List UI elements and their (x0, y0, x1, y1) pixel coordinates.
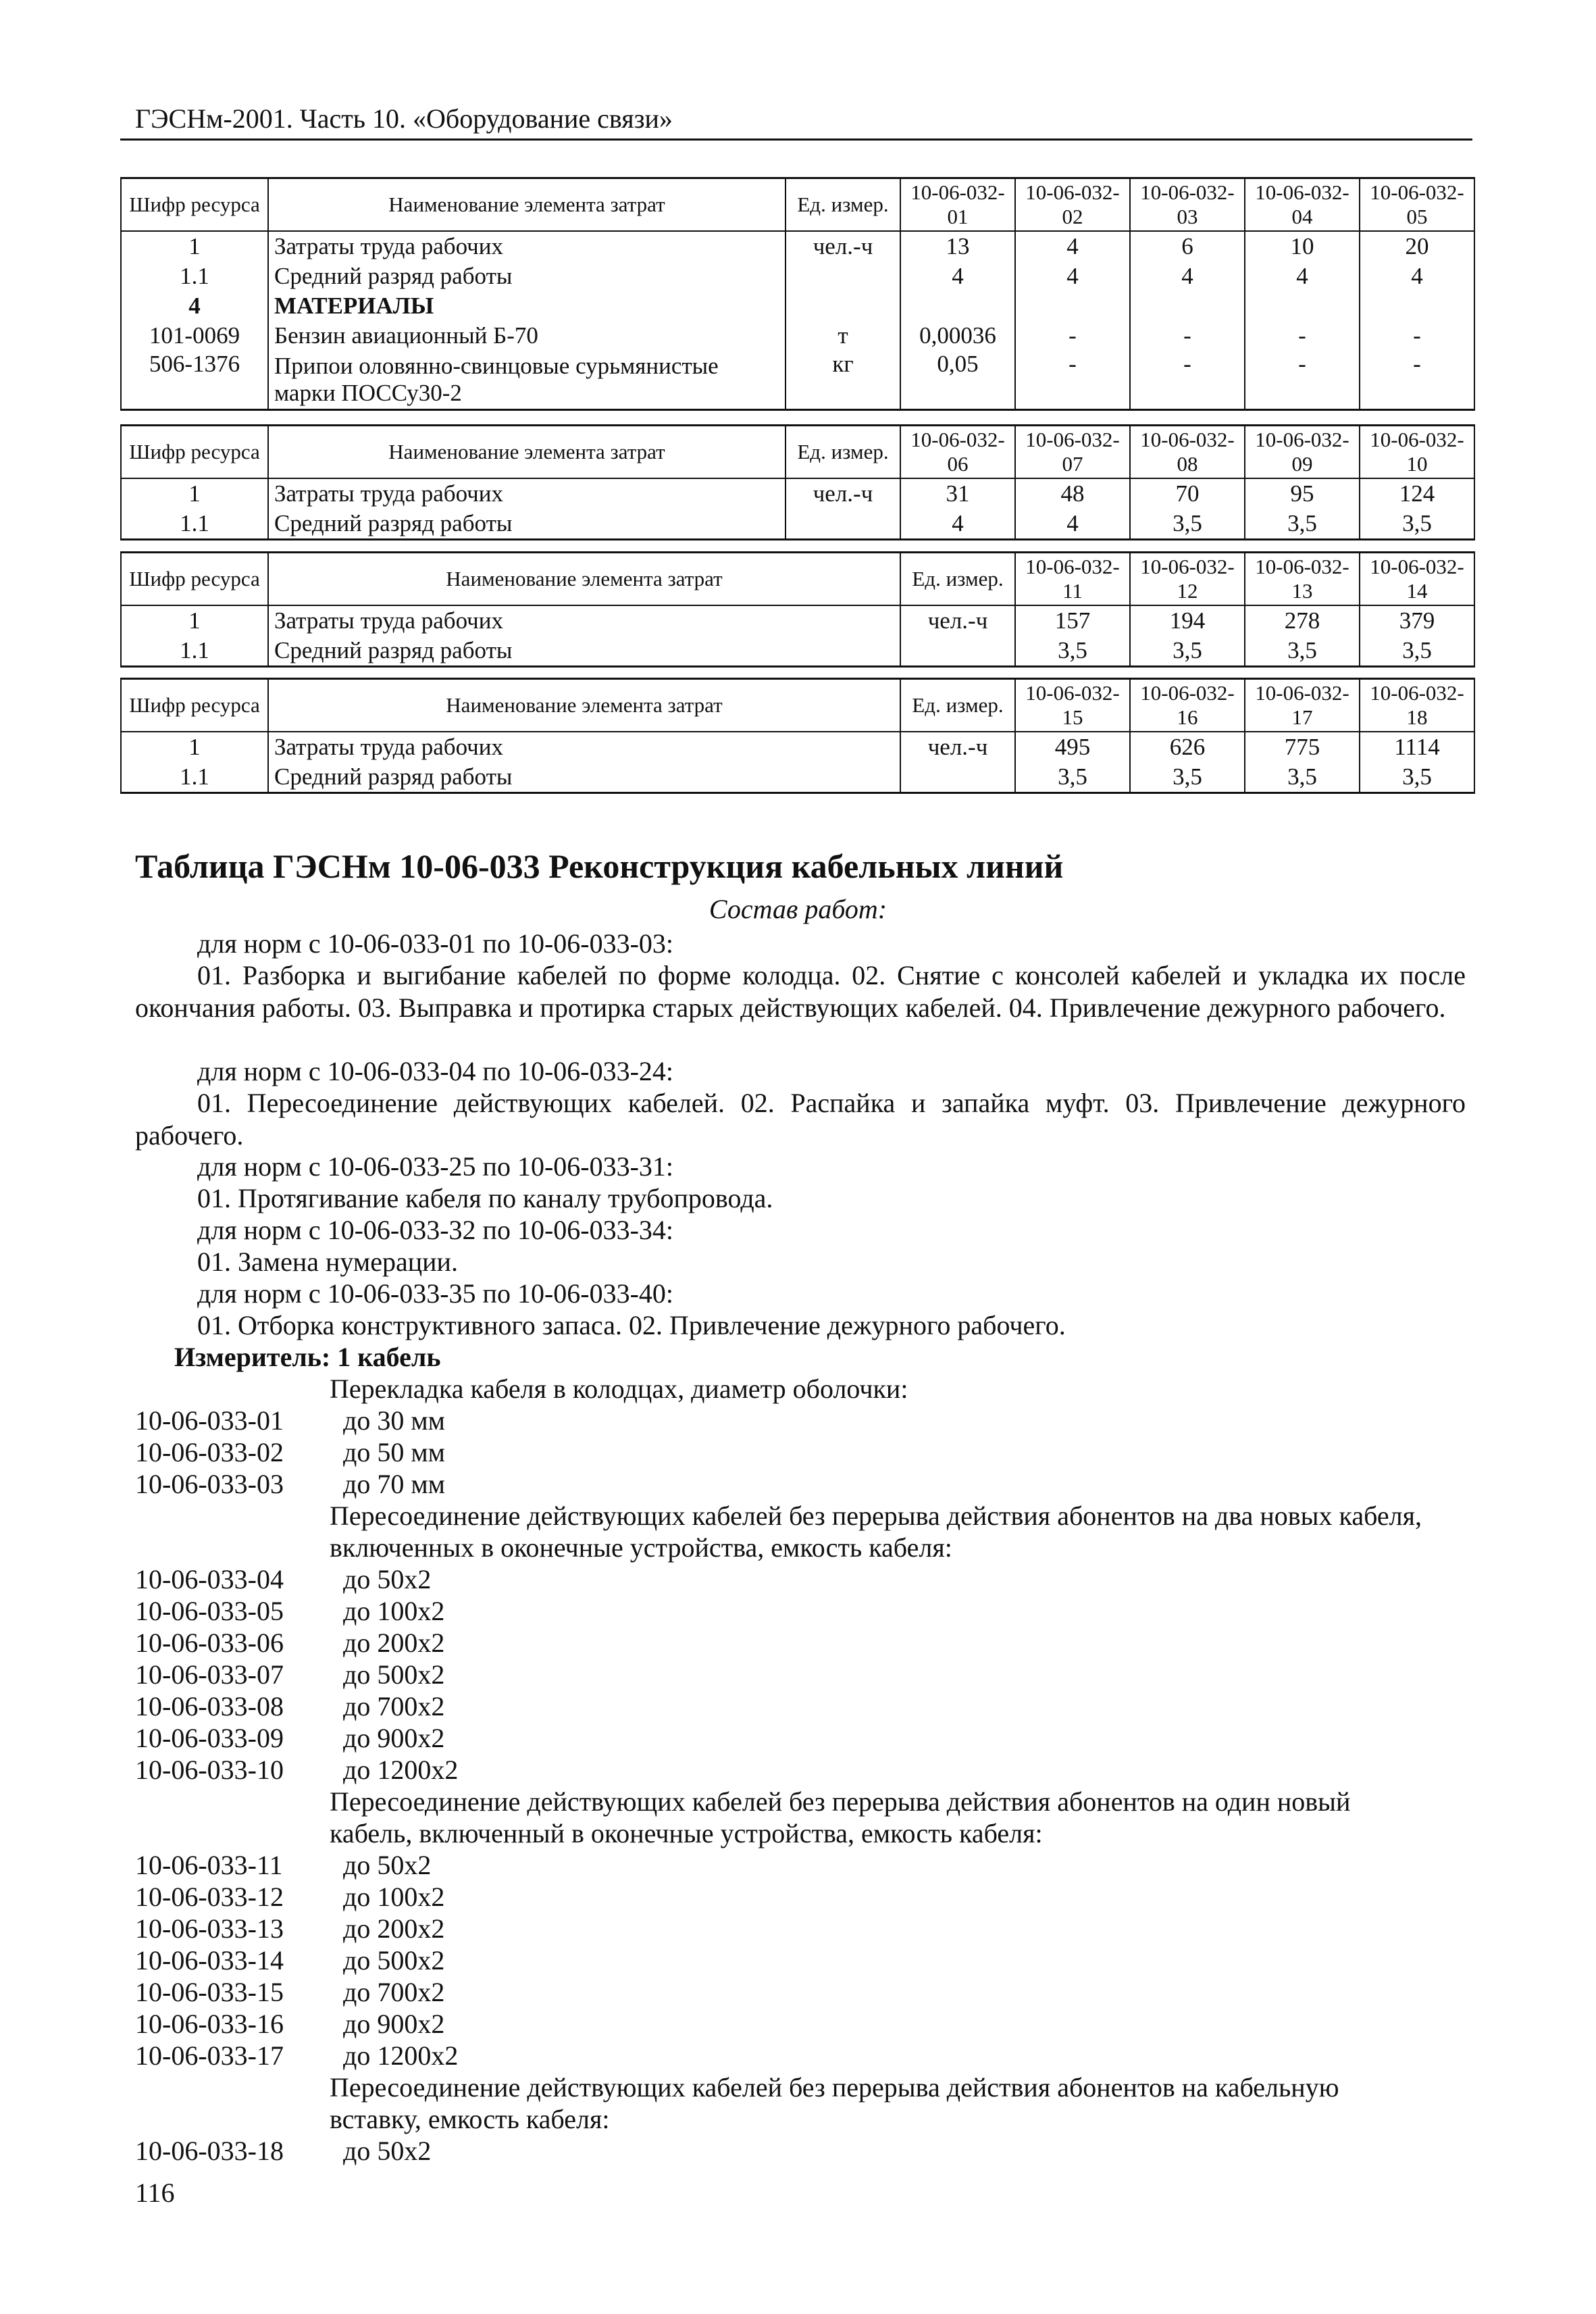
table-row (121, 261, 1474, 291)
norm-code: 10-06-033-05 (135, 1596, 284, 1626)
table-row (121, 732, 1474, 762)
work-range: для норм с 10-06-033-01 по 10-06-033-03: (197, 928, 674, 959)
norm-value: до 1200х2 (343, 1755, 459, 1785)
work-range: для норм с 10-06-033-04 по 10-06-033-24: (197, 1056, 674, 1086)
norm-code-header: 10-06-032-07 (1015, 426, 1130, 479)
resource-value: 3,5 (1360, 636, 1474, 667)
norm-code-header: 10-06-032-18 (1360, 679, 1474, 732)
norm-code-header: 10-06-032-14 (1360, 553, 1474, 606)
resource-code: 1.1 (121, 636, 268, 667)
resource-value: - (1015, 351, 1130, 410)
page-number: 116 (135, 2178, 175, 2208)
resource-value: - (1130, 351, 1245, 410)
resource-value: 278 (1245, 605, 1360, 636)
resource-value: 3,5 (1130, 636, 1245, 667)
norm-code-header: 10-06-032-09 (1245, 426, 1360, 479)
norm-value: до 70 мм (343, 1469, 445, 1499)
norm-code-header: 10-06-032-12 (1130, 553, 1245, 606)
norm-code-header: 10-06-032-16 (1130, 679, 1245, 732)
resource-code: 4 (121, 291, 268, 321)
resource-value: 4 (1130, 261, 1245, 291)
resource-unit (900, 762, 1015, 793)
resource-name: Средний разряд работы (268, 509, 786, 540)
norm-value: до 500х2 (343, 1945, 445, 1976)
norm-value: до 500х2 (343, 1659, 445, 1690)
norm-code-header: 10-06-032-05 (1360, 178, 1474, 232)
resource-unit: чел.-ч (786, 231, 900, 261)
resource-name: Бензин авиационный Б-70 (268, 321, 786, 351)
resource-value: 4 (1245, 261, 1360, 291)
resource-value (900, 291, 1015, 321)
resource-value: 4 (1015, 231, 1130, 261)
table-row (121, 636, 1474, 667)
resource-unit: т (786, 321, 900, 351)
resource-value: 20 (1360, 231, 1474, 261)
resource-section-title: МАТЕРИАЛЫ (268, 291, 786, 321)
norm-value: до 30 мм (343, 1405, 445, 1436)
resource-value: 3,5 (1245, 762, 1360, 793)
section-title: Таблица ГЭСНм 10-06-033 Реконструкция кабельных линий (135, 847, 1064, 885)
norm-value: до 700х2 (343, 1977, 445, 2007)
resource-name: Затраты труда рабочих (268, 478, 786, 509)
work-range: для норм с 10-06-033-35 по 10-06-033-40: (197, 1278, 674, 1309)
norm-code: 10-06-033-16 (135, 2009, 284, 2039)
resource-name: Средний разряд работы (268, 636, 900, 667)
resource-table-3 (120, 551, 1475, 668)
norm-code: 10-06-033-13 (135, 1913, 284, 1944)
resource-value: 3,5 (1130, 762, 1245, 793)
resource-value: 0,00036 (900, 321, 1015, 351)
unit-col-header: Ед. измер. (786, 178, 900, 232)
norm-value: до 200х2 (343, 1913, 445, 1944)
norm-code: 10-06-033-04 (135, 1564, 284, 1594)
resource-unit: кг (786, 351, 900, 410)
resource-value: 4 (900, 261, 1015, 291)
resource-value: 3,5 (1360, 762, 1474, 793)
norm-code-header: 10-06-032-08 (1130, 426, 1245, 479)
resource-name: Затраты труда рабочих (268, 231, 786, 261)
norm-value: до 200х2 (343, 1628, 445, 1658)
resource-value: 495 (1015, 732, 1130, 762)
work-description: 01. Замена нумерации. (197, 1247, 458, 1277)
resource-value: 124 (1360, 478, 1474, 509)
resource-value: 0,05 (900, 351, 1015, 410)
norm-code-header: 10-06-032-13 (1245, 553, 1360, 606)
resource-code: 1 (121, 231, 268, 261)
norm-value: до 50х2 (343, 2136, 432, 2166)
unit-col-header: Ед. измер. (900, 553, 1015, 606)
resource-value: 379 (1360, 605, 1474, 636)
resource-value: 70 (1130, 478, 1245, 509)
resource-value: 157 (1015, 605, 1130, 636)
resource-name: Средний разряд работы (268, 762, 900, 793)
table-row (121, 291, 1474, 321)
name-col-header: Наименование элемента затрат (268, 178, 786, 232)
norm-code: 10-06-033-09 (135, 1723, 284, 1753)
norm-code-header: 10-06-032-03 (1130, 178, 1245, 232)
code-col-header: Шифр ресурса (121, 426, 268, 479)
work-description: 01. Разборка и выгибание кабелей по форме колодца. 02. Снятие с консолей кабелей и укладка их после окончания работы. 03. Выправка и протирка старых действующих кабелей. 04. Привлечение дежурного рабочего. (135, 960, 1466, 1023)
norm-value: до 900х2 (343, 2009, 445, 2039)
resource-unit: чел.-ч (900, 605, 1015, 636)
resource-value (1360, 291, 1474, 321)
resource-value (1015, 291, 1130, 321)
resource-value: - (1245, 321, 1360, 351)
resource-name: Затраты труда рабочих (268, 732, 900, 762)
norm-code-header: 10-06-032-04 (1245, 178, 1360, 232)
header-rule (120, 139, 1472, 141)
norm-code-header: 10-06-032-10 (1360, 426, 1474, 479)
resource-value: 4 (1015, 509, 1130, 540)
norm-code-header: 10-06-032-11 (1015, 553, 1130, 606)
resource-code: 1.1 (121, 509, 268, 540)
resource-value: 775 (1245, 732, 1360, 762)
norm-code: 10-06-033-06 (135, 1628, 284, 1658)
resource-value: 10 (1245, 231, 1360, 261)
composition-label: Состав работ: (709, 894, 887, 924)
code-col-header: Шифр ресурса (121, 679, 268, 732)
norm-code: 10-06-033-18 (135, 2136, 284, 2166)
resource-value: 48 (1015, 478, 1130, 509)
table-row (121, 509, 1474, 540)
resource-value: - (1245, 351, 1360, 410)
resource-unit (786, 509, 900, 540)
unit-col-header: Ед. измер. (786, 426, 900, 479)
resource-code: 1 (121, 732, 268, 762)
table-row (121, 762, 1474, 793)
table-row (121, 231, 1474, 261)
resource-value: - (1015, 321, 1130, 351)
norm-group-title: Пересоединение действующих кабелей без перерыва действия абонентов на кабельную вставку, емкость кабеля: (330, 2072, 1339, 2134)
norm-code: 10-06-033-01 (135, 1405, 284, 1436)
norm-value: до 50х2 (343, 1850, 432, 1880)
resource-value: 31 (900, 478, 1015, 509)
resource-code: 101-0069 (121, 321, 268, 351)
norm-code-header: 10-06-032-15 (1015, 679, 1130, 732)
resource-name: Средний разряд работы (268, 261, 786, 291)
resource-value: 3,5 (1245, 509, 1360, 540)
norm-code: 10-06-033-02 (135, 1437, 284, 1467)
resource-value (1130, 291, 1245, 321)
resource-value: - (1360, 321, 1474, 351)
norm-value: до 100х2 (343, 1882, 445, 1912)
norm-code-header: 10-06-032-02 (1015, 178, 1130, 232)
norm-value: до 50х2 (343, 1564, 432, 1594)
resource-value: 626 (1130, 732, 1245, 762)
norm-code: 10-06-033-08 (135, 1691, 284, 1721)
norm-code: 10-06-033-15 (135, 1977, 284, 2007)
resource-value: 4 (1015, 261, 1130, 291)
work-description: 01. Отборка конструктивного запаса. 02. Привлечение дежурного рабочего. (197, 1310, 1066, 1340)
norm-value: до 1200х2 (343, 2040, 459, 2071)
resource-value: - (1130, 321, 1245, 351)
work-range: для норм с 10-06-033-25 по 10-06-033-31: (197, 1151, 674, 1182)
resource-value: 3,5 (1015, 762, 1130, 793)
resource-unit: чел.-ч (786, 478, 900, 509)
norm-code-header: 10-06-032-01 (900, 178, 1015, 232)
resource-value: 3,5 (1245, 636, 1360, 667)
norm-value: до 50 мм (343, 1437, 445, 1467)
code-col-header: Шифр ресурса (121, 553, 268, 606)
resource-unit (786, 291, 900, 321)
norm-code: 10-06-033-12 (135, 1882, 284, 1912)
resource-value: 6 (1130, 231, 1245, 261)
resource-name: Припои оловянно-свинцовые сурьмянистые марки ПОССу30-2 (268, 351, 786, 410)
resource-value: 1114 (1360, 732, 1474, 762)
norm-code: 10-06-033-10 (135, 1755, 284, 1785)
table-row (121, 478, 1474, 509)
norm-code: 10-06-033-11 (135, 1850, 283, 1880)
resource-table-1 (120, 177, 1475, 411)
resource-value: 4 (1360, 261, 1474, 291)
norm-code: 10-06-033-17 (135, 2040, 284, 2071)
norm-code-header: 10-06-032-17 (1245, 679, 1360, 732)
running-header: ГЭСНм-2001. Часть 10. «Оборудование связи» (135, 103, 673, 134)
work-description: 01. Протягивание кабеля по каналу трубопровода. (197, 1183, 773, 1213)
table-row (121, 605, 1474, 636)
resource-unit (786, 261, 900, 291)
resource-value: 194 (1130, 605, 1245, 636)
resource-value: 13 (900, 231, 1015, 261)
resource-value: 3,5 (1360, 509, 1474, 540)
resource-code: 1 (121, 605, 268, 636)
norm-group-title: Перекладка кабеля в колодцах, диаметр оболочки: (330, 1374, 908, 1404)
resource-unit (900, 636, 1015, 667)
resource-value: 3,5 (1015, 636, 1130, 667)
resource-value: - (1360, 351, 1474, 410)
resource-value: 3,5 (1130, 509, 1245, 540)
norm-group-title: Пересоединение действующих кабелей без перерыва действия абонентов на один новый кабель, включенный в оконечные устройства, емкость кабеля: (330, 1786, 1351, 1848)
name-col-header: Наименование элемента затрат (268, 426, 786, 479)
table-row (121, 351, 1474, 410)
norm-value: до 700х2 (343, 1691, 445, 1721)
resource-name: Затраты труда рабочих (268, 605, 900, 636)
resource-code: 1.1 (121, 261, 268, 291)
resource-value (1245, 291, 1360, 321)
measure-unit: Измеритель: 1 кабель (174, 1342, 441, 1372)
resource-code: 1.1 (121, 762, 268, 793)
table-row (121, 321, 1474, 351)
resource-value: 95 (1245, 478, 1360, 509)
norm-code: 10-06-033-03 (135, 1469, 284, 1499)
code-col-header: Шифр ресурса (121, 178, 268, 232)
norm-code: 10-06-033-14 (135, 1945, 284, 1976)
unit-col-header: Ед. измер. (900, 679, 1015, 732)
resource-table-4 (120, 678, 1475, 794)
norm-group-title: Пересоединение действующих кабелей без перерыва действия абонентов на два новых кабеля, включенных в оконечные устройства, емкость кабеля: (330, 1501, 1422, 1563)
norm-value: до 100х2 (343, 1596, 445, 1626)
resource-table-2 (120, 424, 1475, 540)
resource-code: 1 (121, 478, 268, 509)
work-description: 01. Пересоединение действующих кабелей. 02. Распайка и запайка муфт. 03. Привлечение дежурного рабочего. (135, 1088, 1466, 1151)
name-col-header: Наименование элемента затрат (268, 553, 900, 606)
resource-unit: чел.-ч (900, 732, 1015, 762)
resource-value: 4 (900, 509, 1015, 540)
norm-code-header: 10-06-032-06 (900, 426, 1015, 479)
work-range: для норм с 10-06-033-32 по 10-06-033-34: (197, 1215, 674, 1245)
name-col-header: Наименование элемента затрат (268, 679, 900, 732)
resource-code: 506-1376 (121, 351, 268, 410)
norm-value: до 900х2 (343, 1723, 445, 1753)
norm-code: 10-06-033-07 (135, 1659, 284, 1690)
